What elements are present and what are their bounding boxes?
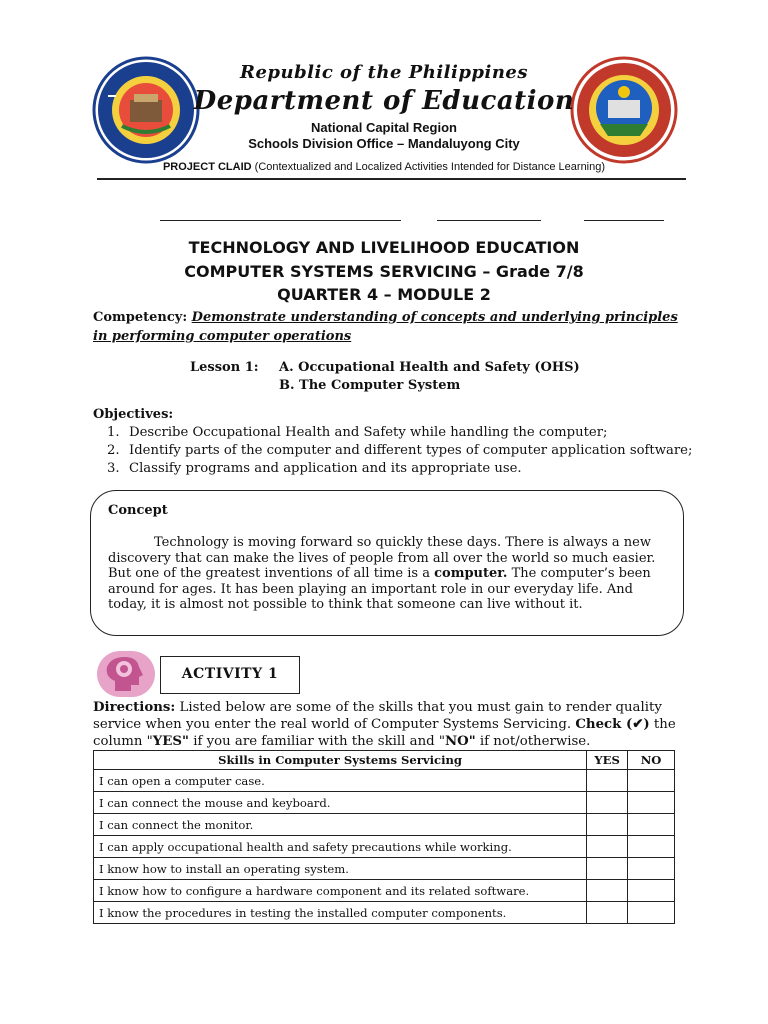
yes-keyword: YES" [152,734,189,749]
objective-item [107,461,522,476]
yes-checkbox-cell[interactable] [587,814,628,836]
activity-head-icon [97,651,155,697]
skills-column-header: Skills in Computer Systems Servicing [94,751,587,770]
check-mark-instruction: Check (✔) [575,717,650,732]
course-title: COMPUTER SYSTEMS SERVICING – Grade 7/8 [184,262,584,281]
region-line: National Capital Region [311,120,457,135]
module-title: QUARTER 4 – MODULE 2 [277,285,491,304]
table-row [94,814,675,836]
skill-cell: I can open a computer case. [94,770,587,792]
table-header-row [94,751,675,770]
table-row [94,880,675,902]
yes-checkbox-cell[interactable] [587,880,628,902]
subject-title: TECHNOLOGY AND LIVELIHOOD EDUCATION [188,238,580,257]
activity-label: ACTIVITY 1 [181,666,279,682]
objective-text: Describe Occupational Health and Safety while handling the computer; [129,425,608,440]
concept-text: The computer’s been around for ages. It has been playing an important role in our everyday life. And today, it is almost not possible to think that someone can live without it. [108,566,651,612]
no-checkbox-cell[interactable] [628,902,675,924]
yes-checkbox-cell[interactable] [587,792,628,814]
no-checkbox-cell[interactable] [628,858,675,880]
table-row [94,902,675,924]
yes-column-header: YES [587,751,628,770]
no-checkbox-cell[interactable] [628,792,675,814]
objective-number: 2. [107,443,120,458]
project-claid-line [0,161,768,173]
no-checkbox-cell[interactable] [628,770,675,792]
directions-text: the column " [93,717,676,749]
brain-head-icon [97,651,155,697]
date-blank-line[interactable] [584,220,664,221]
competency-label: Competency: [93,310,188,325]
skill-cell: I know how to install an operating system. [94,858,587,880]
skill-cell: I know how to configure a hardware component and its related software. [94,880,587,902]
concept-paragraph [108,535,668,613]
objective-text: Classify programs and application and its appropriate use. [129,461,522,476]
no-keyword: NO" [445,734,476,749]
directions-text: Listed below are some of the skills that you must gain to render quality service when you enter the real world of Computer Systems Servicing. [93,700,662,732]
directions-text: if you are familiar with the skill and " [188,734,445,749]
table-row [94,858,675,880]
department-heading: Department of Education [193,86,575,116]
objective-text: Identify parts of the computer and different types of computer application software; [129,443,693,458]
no-column-header: NO [628,751,675,770]
concept-heading: Concept [108,503,168,518]
no-checkbox-cell[interactable] [628,836,675,858]
yes-checkbox-cell[interactable] [587,902,628,924]
table-row [94,770,675,792]
skill-cell: I can connect the monitor. [94,814,587,836]
lesson-topic-a: A. Occupational Health and Safety (OHS) [279,360,580,375]
division-line: Schools Division Office – Mandaluyong City [248,136,520,151]
project-label: PROJECT CLAID [162,161,252,173]
directions-text: if not/otherwise. [475,734,591,749]
skills-table [93,750,675,924]
objective-item [107,425,607,440]
republic-heading: Republic of the Philippines [239,62,529,83]
lesson-label: Lesson 1: [190,360,259,375]
objective-number: 3. [107,461,120,476]
table-row [94,836,675,858]
skill-cell: I can apply occupational health and safety precautions while working. [94,836,587,858]
table-row [94,792,675,814]
directions [93,699,683,750]
skill-cell: I know the procedures in testing the installed computer components. [94,902,587,924]
objective-number: 1. [107,425,120,440]
yes-checkbox-cell[interactable] [587,836,628,858]
objective-item [107,443,692,458]
directions-label: Directions: [93,700,176,715]
competency [93,308,683,346]
competency-text: Demonstrate understanding of concepts and underlying principles in performing computer operations [93,310,678,344]
skill-cell: I can connect the mouse and keyboard. [94,792,587,814]
yes-checkbox-cell[interactable] [587,858,628,880]
lesson-topic-b: B. The Computer System [279,378,461,393]
yes-checkbox-cell[interactable] [587,770,628,792]
name-blank-line[interactable] [160,220,401,221]
concept-bold-word: computer. [434,566,508,581]
header-divider [97,178,686,180]
concept-text: Technology is moving forward so quickly these days. There is always a new discovery that can make the lives of people from all over the world so much easier. But one of the greatest inventions of all time is a [108,535,656,581]
no-checkbox-cell[interactable] [628,814,675,836]
section-blank-line[interactable] [437,220,541,221]
project-description: (Contextualized and Localized Activities Intended for Distance Learning) [254,161,606,173]
objectives-heading: Objectives: [93,407,174,422]
no-checkbox-cell[interactable] [628,880,675,902]
